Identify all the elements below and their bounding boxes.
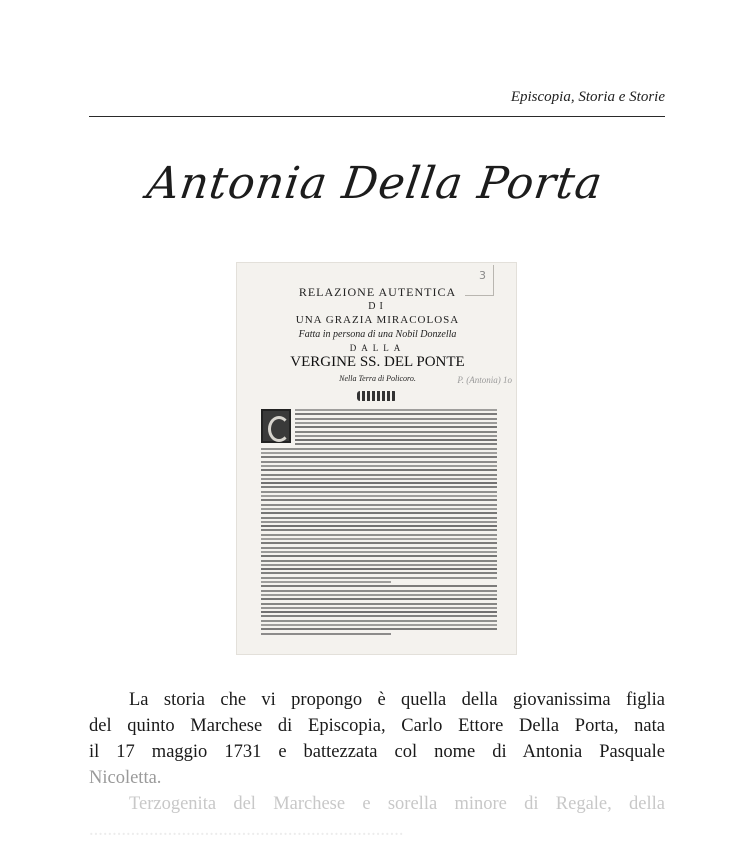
scan-text-line bbox=[261, 577, 497, 579]
historical-document-scan bbox=[236, 262, 517, 655]
scan-text-line bbox=[261, 611, 497, 613]
scan-heading-5: DALLA bbox=[349, 343, 406, 353]
scan-text-line bbox=[295, 439, 497, 441]
paragraph-2 bbox=[89, 791, 665, 843]
scan-text-line bbox=[261, 525, 497, 527]
scan-text-line bbox=[261, 585, 497, 587]
scan-text-line bbox=[261, 555, 497, 557]
scan-text-line bbox=[261, 620, 497, 622]
scan-text-line bbox=[261, 465, 497, 467]
handwritten-margin-note: P. (Antonia) 1o bbox=[457, 375, 512, 385]
scan-text-line bbox=[261, 508, 497, 510]
scan-text-line bbox=[261, 478, 497, 480]
scan-text-line bbox=[261, 572, 497, 574]
chapter-title: Antonia Della Porta bbox=[143, 158, 607, 209]
dropcap-icon bbox=[261, 409, 291, 443]
scan-text-line bbox=[261, 633, 391, 635]
scan-text-line bbox=[261, 560, 497, 562]
scan-text-line bbox=[295, 413, 497, 415]
scan-text-line bbox=[261, 486, 497, 488]
header-divider bbox=[89, 116, 665, 117]
scan-text-line bbox=[295, 431, 497, 433]
scan-heading-7: Nella Terra di Policoro. bbox=[339, 374, 416, 383]
scan-text-line bbox=[261, 504, 497, 506]
scan-text-line bbox=[295, 435, 497, 437]
scan-text-line bbox=[261, 491, 497, 493]
scan-heading-1: RELAZIONE AUTENTICA bbox=[298, 285, 457, 299]
scan-text-line bbox=[261, 499, 497, 501]
scan-text-line bbox=[261, 452, 497, 454]
scan-text-line bbox=[261, 590, 497, 592]
scan-heading-6: VERGINE SS. DEL PONTE bbox=[290, 354, 465, 370]
scan-text-line bbox=[261, 482, 497, 484]
ornament-icon bbox=[357, 391, 397, 401]
paragraph-line: .................................................................... bbox=[89, 820, 404, 840]
paragraph-line: del quinto Marchese di Episcopia, Carlo Ettore Della Porta, nata bbox=[89, 716, 665, 736]
scan-text-line bbox=[261, 534, 497, 536]
scan-text-line bbox=[261, 521, 497, 523]
scan-text-line bbox=[261, 448, 497, 450]
scan-text-line bbox=[261, 461, 497, 463]
scan-body-text-block bbox=[261, 409, 497, 639]
scan-text-line bbox=[295, 426, 497, 428]
scan-heading-3: UNA GRAZIA MIRACOLOSA bbox=[295, 314, 460, 326]
scan-text-line bbox=[261, 564, 497, 566]
scan-text-line bbox=[261, 542, 497, 544]
paragraph-line: La storia che vi propongo è quella della giovanissima figlia bbox=[129, 690, 665, 710]
corner-mark: 3 bbox=[479, 269, 486, 282]
scan-text-line bbox=[261, 547, 497, 549]
scan-text-line bbox=[261, 594, 497, 596]
scan-text-line bbox=[295, 443, 497, 445]
scan-text-line bbox=[261, 624, 497, 626]
paragraph-line: il 17 maggio 1731 e battezzata col nome di Antonia Pasquale bbox=[89, 742, 665, 762]
scan-heading-4: Fatta in persona di una Nobil Donzella bbox=[298, 329, 457, 340]
paragraph-line: Nicoletta. bbox=[89, 768, 162, 788]
scan-text-line bbox=[261, 495, 497, 497]
scan-text-line bbox=[295, 409, 497, 411]
scan-text-line bbox=[261, 551, 497, 553]
scan-text-line bbox=[295, 422, 497, 424]
scan-text-line bbox=[261, 529, 497, 531]
scan-text-line bbox=[261, 512, 497, 514]
scan-text-line bbox=[261, 474, 497, 476]
scan-text-line bbox=[261, 568, 497, 570]
scan-text-line bbox=[261, 581, 391, 583]
scan-text-line bbox=[261, 603, 497, 605]
scan-heading-2: DI bbox=[368, 301, 387, 312]
scan-text-line bbox=[261, 538, 497, 540]
scan-text-line bbox=[261, 628, 497, 630]
paragraph-line: Terzogenita del Marchese e sorella minore di Regale, della bbox=[129, 794, 665, 814]
scan-text-line bbox=[261, 598, 497, 600]
running-header: Episcopia, Storia e Storie bbox=[510, 89, 665, 105]
scan-text-line bbox=[261, 607, 497, 609]
scan-text-line bbox=[295, 418, 497, 420]
scan-text-line bbox=[261, 517, 497, 519]
scan-text-line bbox=[261, 456, 497, 458]
scan-text-line bbox=[261, 469, 497, 471]
scan-text-line bbox=[261, 615, 497, 617]
paragraph-1 bbox=[89, 687, 665, 791]
